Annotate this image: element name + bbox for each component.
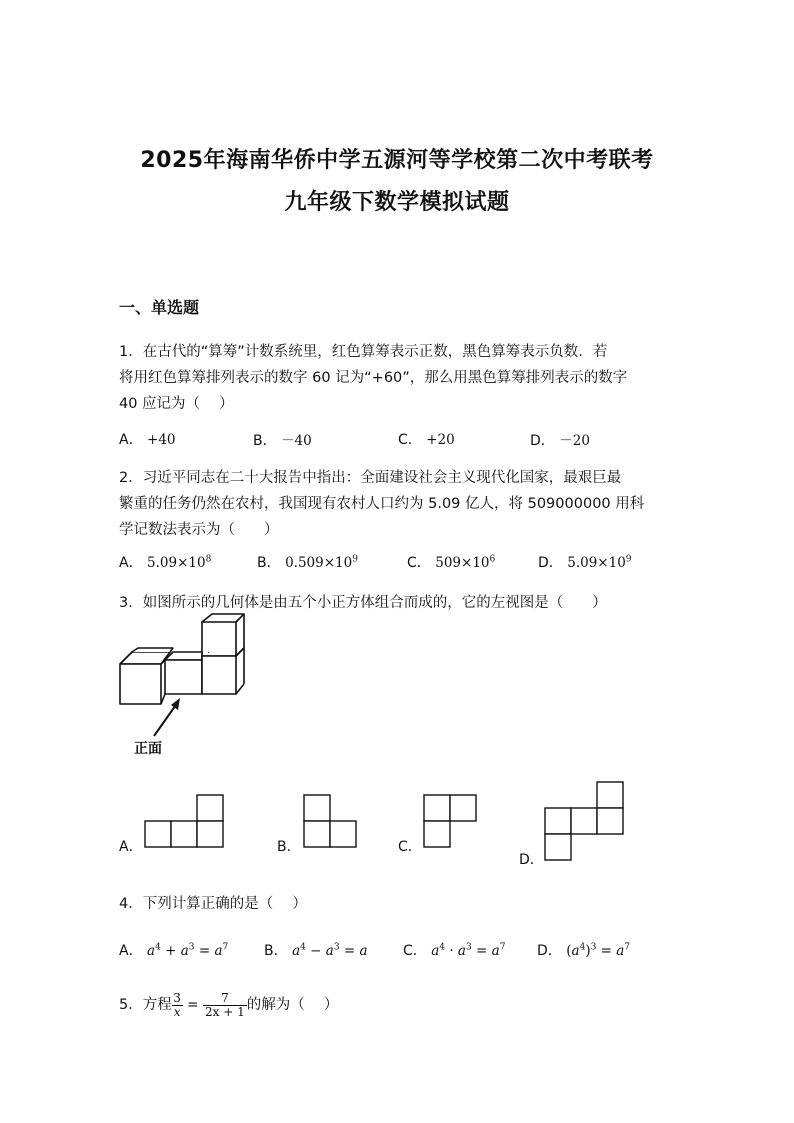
section-heading: 一、单选题: [119, 298, 200, 317]
question-1-line: 1．在古代的“算筹”计数系统里，红色算筹表示正数，黑色算筹表示负数．若: [119, 344, 608, 360]
question-4: 4．下列计算正确的是（ ）: [119, 896, 307, 912]
q4-option-c[interactable]: C． $a^4 \cdot a^3 = a^7$: [403, 942, 506, 959]
figure-dot-mark: .: [207, 646, 210, 656]
fraction-3-over-x: $\frac{3}{x}$: [173, 990, 181, 1019]
q3-option-b-label[interactable]: B．: [277, 839, 301, 855]
q1-option-c[interactable]: C． +20: [398, 432, 455, 448]
exam-title-line1: 2025年海南华侨中学五源河等学校第二次中考联考: [140, 148, 654, 173]
q3-option-d-label[interactable]: D．: [519, 852, 544, 868]
exam-title-line2: 九年级下数学模拟试题: [284, 190, 510, 215]
q1-option-b[interactable]: B． －40: [253, 433, 312, 449]
q2-option-c[interactable]: C． $509\times 10^6$: [407, 554, 496, 571]
q4-option-d[interactable]: D． $(a^4)^3 = a^7$: [537, 942, 631, 959]
question-2: [119, 465, 679, 543]
question-1-line: 40 应记为（ ）: [119, 396, 234, 412]
q3-option-c-label[interactable]: C．: [398, 839, 422, 855]
q2-option-a[interactable]: A． $5.09\times 10^8$: [119, 554, 212, 571]
question-2-line: 2．习近平同志在二十大报告中指出：全面建设社会主义现代化国家，最艰巨最: [119, 470, 622, 486]
q3-option-c-figure[interactable]: [424, 794, 480, 848]
question-1: [119, 339, 679, 417]
front-arrow-icon: [148, 696, 188, 740]
q4-option-b[interactable]: B． $a^4 - a^3 = a$: [264, 942, 368, 959]
q2-option-d[interactable]: D． $5.09\times 10^9$: [538, 554, 632, 571]
question-2-line: 繁重的任务仍然在农村，我国现有农村人口约为 5.09 亿人，将 509000000 用科: [119, 496, 645, 512]
q2-option-b[interactable]: B． $0.509\times 10^9$: [257, 554, 358, 571]
q3-option-a-label[interactable]: A．: [119, 839, 143, 855]
question-1-line: 将用红色算筹排列表示的数字 60 记为“+60”，那么用黑色算筹排列表示的数字: [119, 370, 628, 386]
q4-option-a[interactable]: A． $a^4 + a^3 = a^7$: [119, 942, 229, 959]
q1-option-a[interactable]: A． +40: [119, 432, 176, 448]
q3-option-d-figure[interactable]: [544, 781, 626, 863]
q3-option-a-figure[interactable]: [145, 794, 225, 848]
fraction-7-over-2x-plus-1: $\frac{7}{2x + 1}$: [205, 990, 245, 1019]
question-5: 5．方程 $\frac{3}{x}$ = $\frac{7}{2x + 1}$ 的解为（ ）: [119, 990, 339, 1019]
question-2-line: 学记数法表示为（ ）: [119, 522, 279, 538]
q3-option-b-figure[interactable]: [304, 794, 360, 848]
question-3: 3．如图所示的几何体是由五个小正方体组合而成的，它的左视图是（ ）: [119, 595, 607, 611]
q1-option-d[interactable]: D． －20: [530, 433, 590, 449]
front-label: 正面: [134, 741, 162, 757]
